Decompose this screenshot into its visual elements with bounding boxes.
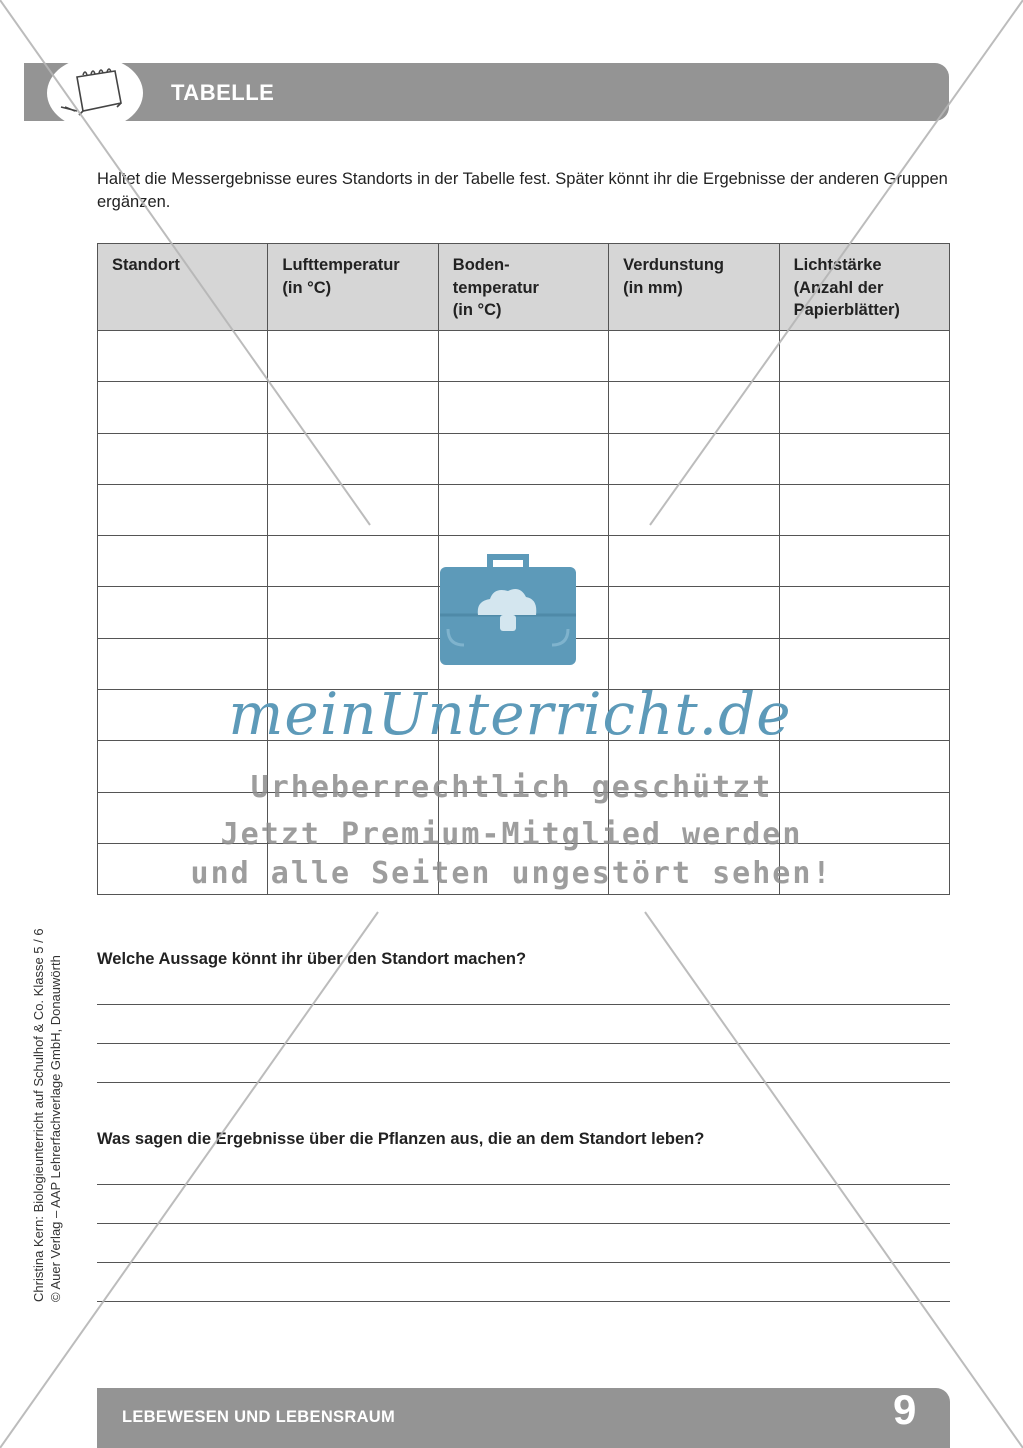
- table-cell[interactable]: [779, 587, 949, 638]
- answer-line[interactable]: [97, 1043, 950, 1044]
- page-title: TABELLE: [171, 80, 275, 105]
- briefcase-icon: [438, 553, 578, 668]
- page-number: 9: [893, 1386, 917, 1433]
- answer-line[interactable]: [97, 1184, 950, 1185]
- table-cell[interactable]: [609, 382, 779, 433]
- watermark-brand: meinUnterricht.de: [228, 680, 792, 748]
- col-header-lichtstaerke: Lichtstärke (Anzahl der Papierblätter): [779, 244, 949, 331]
- answer-line[interactable]: [97, 1082, 950, 1083]
- table-cell[interactable]: [98, 536, 268, 587]
- col-header-lufttemperatur: Lufttemperatur (in °C): [268, 244, 438, 331]
- table-cell[interactable]: [98, 382, 268, 433]
- table-row: [98, 484, 950, 535]
- header-bar: [24, 63, 949, 121]
- question-pflanzen: Was sagen die Ergebnisse über die Pflanzen aus, die an dem Standort leben?: [97, 1130, 705, 1148]
- watermark-copyright: Urheberrechtlich geschützt: [250, 770, 773, 805]
- col-header-bodentemperatur: Boden- temperatur (in °C): [438, 244, 608, 331]
- answer-line[interactable]: [97, 1004, 950, 1005]
- answer-line[interactable]: [97, 1301, 950, 1302]
- table-cell[interactable]: [268, 484, 438, 535]
- watermark-premium: Jetzt Premium-Mitglied werden: [220, 817, 803, 852]
- table-cell[interactable]: [268, 536, 438, 587]
- table-cell[interactable]: [98, 484, 268, 535]
- table-cell[interactable]: [268, 331, 438, 382]
- col-header-standort: Standort: [98, 244, 268, 331]
- credit-line-publisher: © Auer Verlag – AAP Lehrerfachverlage GmbH, Donauwörth: [48, 955, 63, 1302]
- answer-line[interactable]: [97, 1262, 950, 1263]
- table-cell[interactable]: [609, 484, 779, 535]
- copyright-credit: [30, 842, 64, 1302]
- table-row: [98, 331, 950, 382]
- table-cell[interactable]: [98, 587, 268, 638]
- table-row: [98, 433, 950, 484]
- table-cell[interactable]: [779, 484, 949, 535]
- table-cell[interactable]: [98, 433, 268, 484]
- table-cell[interactable]: [779, 536, 949, 587]
- table-cell[interactable]: [779, 382, 949, 433]
- table-cell[interactable]: [98, 331, 268, 382]
- table-header-row: [98, 244, 950, 331]
- table-cell[interactable]: [609, 331, 779, 382]
- table-cell[interactable]: [779, 331, 949, 382]
- table-cell[interactable]: [268, 433, 438, 484]
- table-cell[interactable]: [609, 587, 779, 638]
- question-standort: Welche Aussage könnt ihr über den Standort machen?: [97, 950, 527, 968]
- intro-text: Haltet die Messergebnisse eures Standorts in der Tabelle fest. Später könnt ihr die Ergebnisse der anderen Gruppen ergänzen.: [97, 170, 948, 211]
- table-cell[interactable]: [438, 433, 608, 484]
- notepad-icon: [47, 57, 147, 129]
- footer-section-title: LEBEWESEN UND LEBENSRAUM: [122, 1408, 396, 1426]
- table-row: [98, 382, 950, 433]
- col-header-verdunstung: Verdunstung (in mm): [609, 244, 779, 331]
- table-cell[interactable]: [779, 433, 949, 484]
- table-cell[interactable]: [609, 433, 779, 484]
- answer-line[interactable]: [97, 1223, 950, 1224]
- table-cell[interactable]: [438, 331, 608, 382]
- table-cell[interactable]: [438, 484, 608, 535]
- table-cell[interactable]: [438, 382, 608, 433]
- table-cell[interactable]: [609, 536, 779, 587]
- table-cell[interactable]: [268, 587, 438, 638]
- watermark-premium-2: und alle Seiten ungestört sehen!: [190, 856, 833, 891]
- table-cell[interactable]: [268, 382, 438, 433]
- credit-line-author: Christina Kern: Biologieunterricht auf Schulhof & Co. Klasse 5 / 6: [31, 928, 46, 1302]
